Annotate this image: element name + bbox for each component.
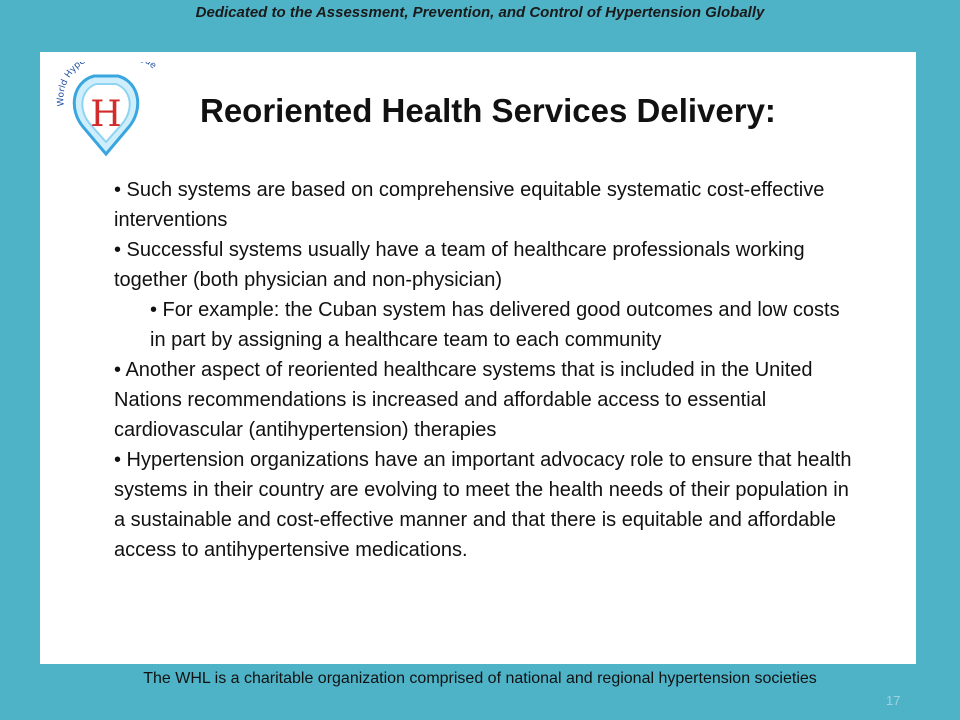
whl-logo-icon [54, 62, 172, 162]
bullet-item: • Such systems are based on comprehensive equitable systematic cost-effective interventions [114, 179, 825, 231]
bullet-item: • Another aspect of reoriented healthcare systems that is included in the United Nations recommendations is increased and affordable access to essential cardiovascular (antihypertension) therapies [114, 359, 813, 441]
bullet-item: • Hypertension organizations have an important advocacy role to ensure that health systems in their country are evolving to meet the health needs of their population in a sustainable and cost-effective manner and that there is equitable and affordable access to antihypertensive medications. [114, 449, 852, 561]
page-number: 17 [886, 693, 901, 708]
whl-logo [54, 62, 172, 162]
slide-panel [40, 52, 916, 664]
logo-ring-text: World Hyp e [56, 62, 158, 107]
sub-bullet-item: • For example: the Cuban system has delivered good outcomes and low costs in part by assigning a healthcare team to each community [150, 299, 840, 351]
top-banner: Dedicated to the Assessment, Prevention, and Control of Hypertension Globally [195, 4, 765, 21]
bullet-item: • Successful systems usually have a team of healthcare professionals working together (both physician and non-physician) [114, 239, 805, 291]
footer-text: The WHL is a charitable organization comprised of national and regional hypertension societies [143, 670, 817, 687]
logo-letter: H [90, 94, 122, 135]
bullet-list [114, 175, 854, 565]
slide-title: Reoriented Health Services Delivery: [200, 92, 776, 129]
